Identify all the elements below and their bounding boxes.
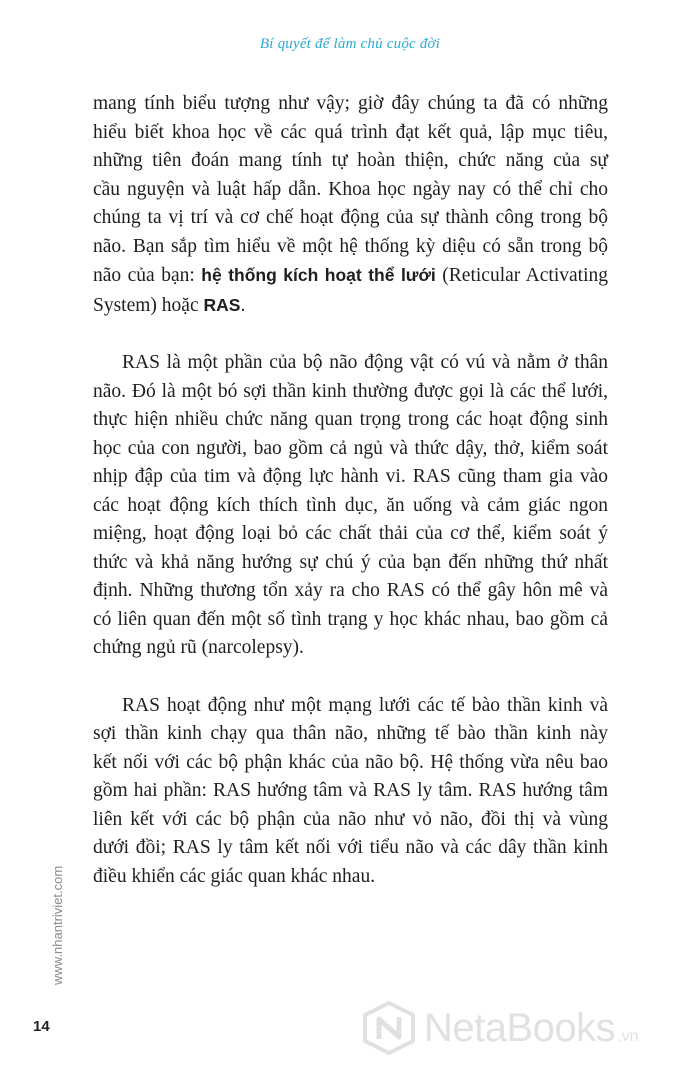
text-line: những tiên đoán mang tính tự hoàn thiện, chức năng của sự [93,150,608,171]
text-segment: . [240,294,246,316]
text-line: gồm hai phần: RAS hướng tâm và RAS ly tâm. RAS hướng tâm [93,780,608,801]
text-line: điều khiển các giác quan khác nhau. [93,865,376,887]
watermark-text: NetaBooks [424,1005,616,1050]
text-line: sợi thần kinh chạy qua thân não, những tế bào thần kinh này [93,723,608,744]
text-line: chúng ta vị trí và cơ chế hoạt động của sự thành công trong bộ [93,207,608,228]
text-line: RAS là một phần của bộ não động vật có vú và nằm ở thân [122,352,608,373]
text-segment: não của bạn: [93,265,202,286]
text-line: liên kết với các bộ phận của não như vỏ não, đồi thị và vùng [93,808,608,830]
text-line: thức và khả năng hướng sự chú ý của bạn đến những thứ nhất [93,551,608,573]
netabooks-logo-icon [360,1000,418,1056]
watermark-suffix: .vn [617,1028,639,1045]
text-line: mang tính biểu tượng như vậy; giờ đây chúng ta đã có những [93,93,608,114]
bold-term-ras-vietnamese: hệ thống kích hoạt thể lưới [201,265,436,285]
watermark [360,1000,690,1056]
bold-term-ras: RAS [203,294,241,315]
paragraph-2 [93,349,608,663]
text-line: thực hiện nhiều chức năng quan trọng trong các hoạt động sinh [93,409,608,430]
text-line: não. Đó là một bó sợi thần kinh thường được gọi là các thể lưới, [93,380,608,402]
text-segment: (Reticular Activating [435,265,608,286]
paragraph-3 [93,692,608,892]
text-line: hiểu biết khoa học về các quá trình đạt kết quả, lập mục tiêu, [93,121,608,143]
text-line [93,261,608,291]
text-segment: System) hoặc [93,294,204,316]
running-header: Bí quyết để làm chủ cuộc đời [259,36,441,52]
text-line: miệng, hoạt động loại bỏ các chất thải của cơ thể, kiểm soát ý [93,523,608,544]
text-line [93,291,608,321]
text-line: RAS hoạt động như một mạng lưới các tế bào thần kinh và [122,694,608,716]
text-line: dưới đồi; RAS ly tâm kết nối với tiểu não và các dây thần kinh [93,837,608,858]
text-line: kết nối với các bộ phận khác của não bộ. Hệ thống vừa nêu bao [93,751,608,773]
text-line: não. Bạn sắp tìm hiểu về một hệ thống kỳ diệu có sẵn trong bộ [93,235,608,257]
text-line: học của con người, bao gồm cả ngủ và thức dậy, thở, kiểm soát [93,437,608,459]
text-line: cầu nguyện và luật hấp dẫn. Khoa học ngày nay có thể chỉ cho [93,178,608,200]
text-line: chứng ngủ rũ (narcolepsy). [93,637,304,658]
text-line: nhịp đập của tim và động lực hành vi. RAS cũng tham gia vào [93,466,608,487]
page-number: 14 [33,1018,50,1035]
text-line: các hoạt động kích thích tình dục, ăn uống và cảm giác ngon [93,494,608,516]
paragraph-1 [93,90,608,320]
text-line: có liên quan đến một số tình trạng y học khác nhau, bao gồm cả [93,608,608,630]
text-line: định. Những thương tổn xảy ra cho RAS có thể gây hôn mê và [93,580,608,601]
body-text [93,90,608,920]
publisher-website: www.nhantriviet.com [50,865,65,985]
